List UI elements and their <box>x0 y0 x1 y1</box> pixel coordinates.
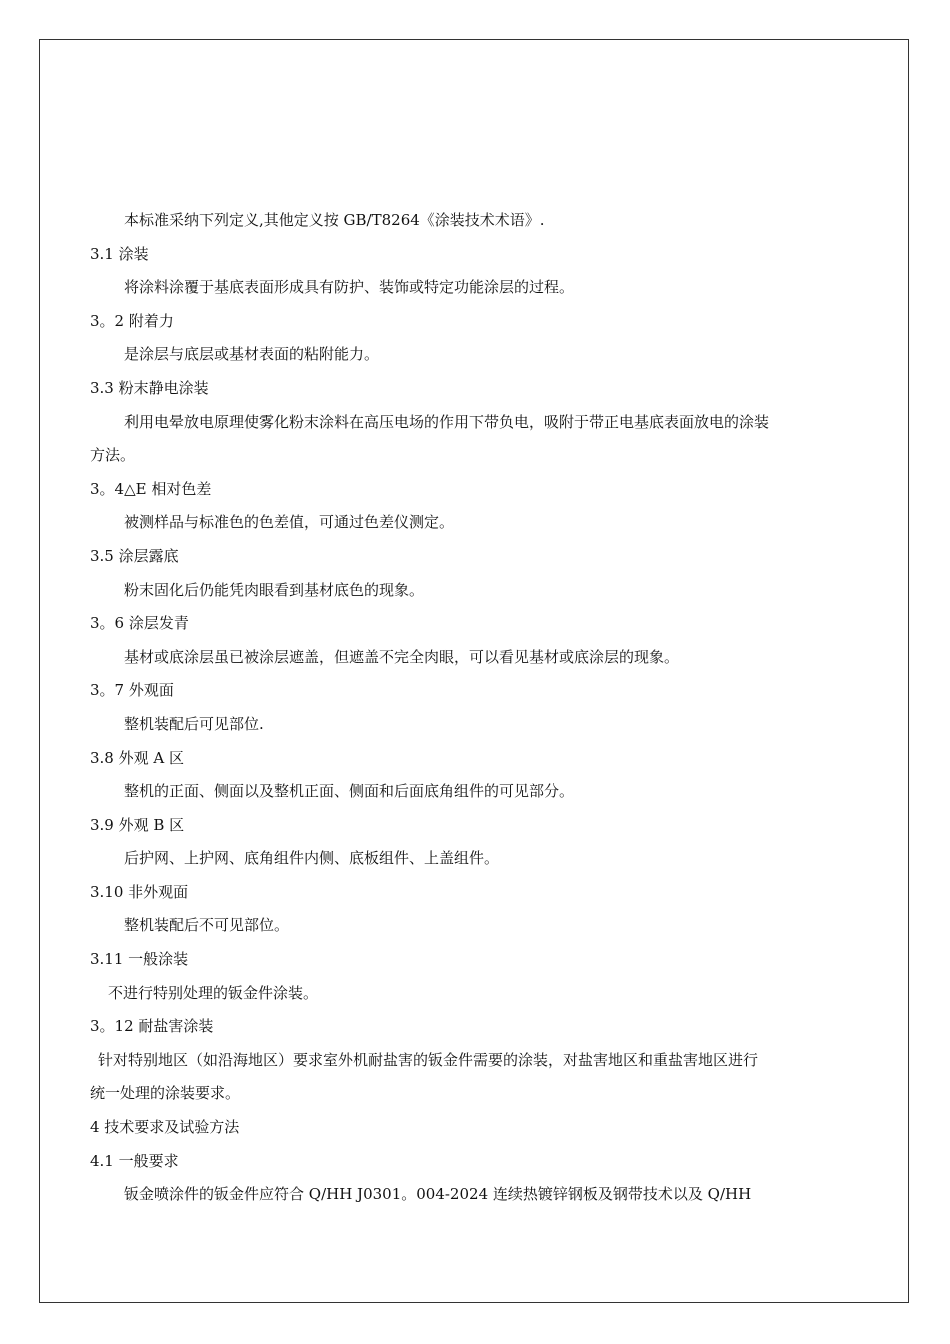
definition-3-11: 不进行特别处理的钣金件涂装。 <box>108 983 319 1002</box>
definition-3-10: 整机装配后不可见部位。 <box>124 916 290 935</box>
definition-3-6: 基材或底涂层虽已被涂层遮盖，但遮盖不完全肉眼，可以看见基材或底涂层的现象。 <box>124 647 680 666</box>
definition-3-1: 将涂料涂覆于基底表面形成具有防护、装饰或特定功能涂层的过程。 <box>124 278 575 297</box>
section-heading-3-1: 3.1 涂装 <box>90 244 149 263</box>
definition-3-9: 后护网、上护网、底角组件内侧、底板组件、上盖组件。 <box>124 849 500 868</box>
section-heading-3-3: 3.3 粉末静电涂装 <box>90 378 209 397</box>
section-heading-4: 4 技术要求及试验方法 <box>90 1118 240 1137</box>
section-heading-3-7: 3。7 外观面 <box>90 681 174 700</box>
section-heading-3-8: 3.8 外观 A 区 <box>90 748 184 767</box>
section-heading-3-6: 3。6 涂层发青 <box>90 614 189 633</box>
section-heading-3-2: 3。2 附着力 <box>90 311 174 330</box>
document-body <box>90 204 850 1212</box>
definition-3-8: 整机的正面、侧面以及整机正面、侧面和后面底角组件的可见部分。 <box>124 782 575 801</box>
definition-3-2: 是涂层与底层或基材表面的粘附能力。 <box>124 345 380 364</box>
definition-3-7: 整机装配后可见部位. <box>124 714 264 733</box>
section-heading-3-9: 3.9 外观 B 区 <box>90 815 185 834</box>
section-heading-3-4: 3。4△E 相对色差 <box>90 479 212 498</box>
definition-3-3-line-1: 利用电晕放电原理使雾化粉末涂料在高压电场的作用下带负电，吸附于带正电基底表面放电的涂装 <box>124 412 770 431</box>
definition-3-12-line-1: 针对特别地区（如沿海地区）要求室外机耐盐害的钣金件需要的涂装，对盐害地区和重盐害地区进行 <box>98 1050 759 1069</box>
definition-3-4: 被测样品与标准色的色差值，可通过色差仪测定。 <box>124 513 455 532</box>
definition-3-12-line-2: 统一处理的涂装要求。 <box>90 1084 241 1103</box>
intro-paragraph: 本标准采纳下列定义,其他定义按 GB/T8264《涂装技术术语》. <box>124 211 545 229</box>
section-heading-3-5: 3.5 涂层露底 <box>90 546 179 565</box>
definition-3-3-line-2: 方法。 <box>90 446 136 465</box>
section-heading-4-1: 4.1 一般要求 <box>90 1151 179 1170</box>
definition-3-5: 粉末固化后仍能凭肉眼看到基材底色的现象。 <box>124 580 425 599</box>
section-heading-3-11: 3.11 一般涂装 <box>90 950 189 969</box>
section-heading-3-12: 3。12 耐盐害涂装 <box>90 1017 214 1036</box>
requirement-4-1: 钣金喷涂件的钣金件应符合 Q/HH J0301。004-2024 连续热镀锌钢板及钢带技术以及 Q/HH <box>124 1185 752 1204</box>
section-heading-3-10: 3.10 非外观面 <box>90 882 189 901</box>
